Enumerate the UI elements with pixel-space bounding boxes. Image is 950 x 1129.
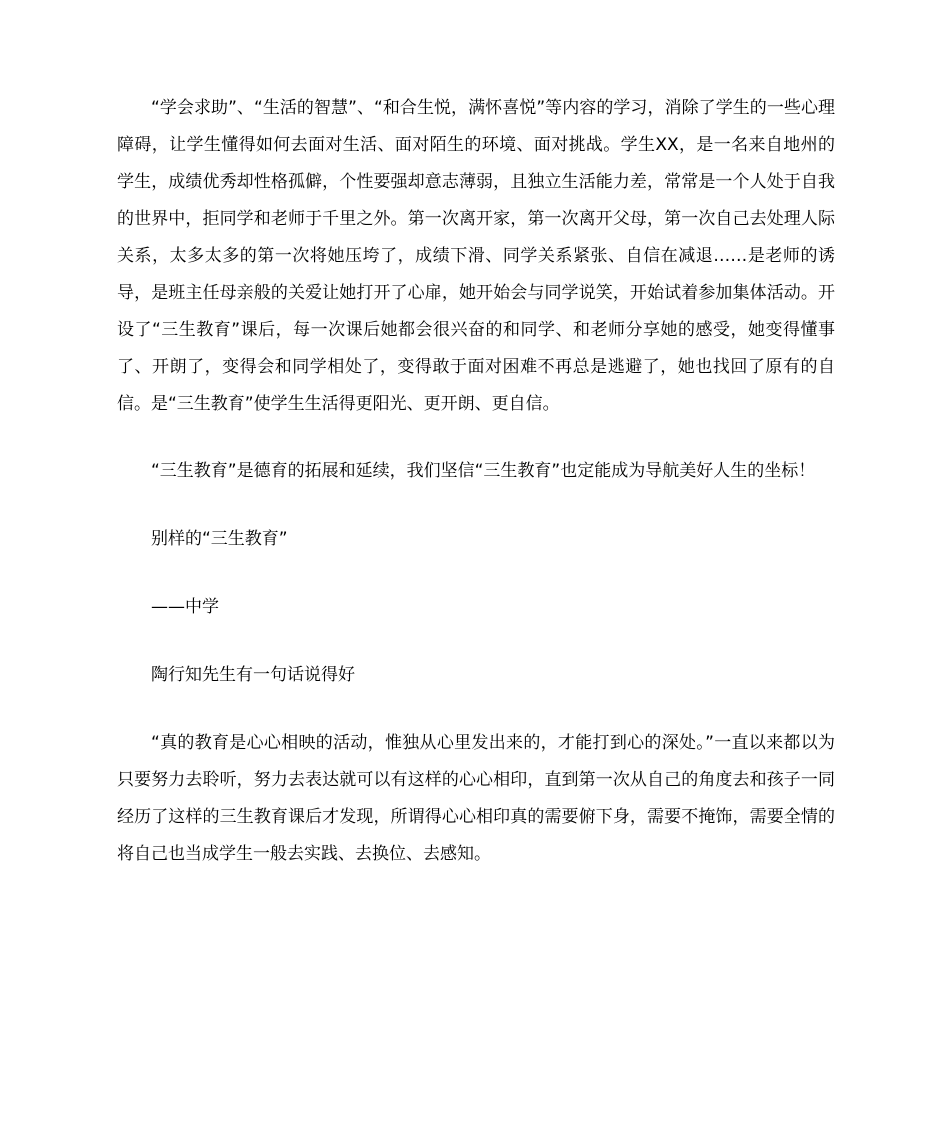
article-title: 别样的“三生教育” bbox=[151, 529, 288, 549]
paragraph-heart-to-heart: “真的教育是心心相映的活动，惟独从心里发出来的，才能打到心的深处。”一直以来都以为只要努力去聆听，努力去表达就可以有这样的心心相印，直到第一次从自己的角度去和孩子一同经历了这样的三生教育课后才发现，所谓得心心相印真的需要俯下身，需要不掩饰，需要全情的将自己也当成学生一般去实践、去换位、去感知。 bbox=[117, 733, 835, 864]
document-page bbox=[117, 90, 835, 873]
paragraph-three-life-education-effect: “学会求助”、“生活的智慧”、“和合生悦，满怀喜悦”等内容的学习，消除了学生的一些心理障碍，让学生懂得如何去面对生活、面对陌生的环境、面对挑战。学生XX，是一名来自地州的学生，成绩优秀却性格孤僻，个性要强却意志薄弱，且独立生活能力差，常常是一个人处于自我的世界中，拒同学和老师于千里之外。第一次离开家，第一次离开父母，第一次自己去处理人际关系，太多太多的第一次将她压垮了，成绩下滑、同学关系紧张、自信在减退……是老师的诱导，是班主任母亲般的关爱让她打开了心扉，她开始会与同学说笑，开始试着参加集体活动。开设了“三生教育”课后，每一次课后她都会很兴奋的和同学、和老师分享她的感受，她变得懂事了、开朗了，变得会和同学相处了，变得敢于面对困难不再总是逃避了，她也找回了原有的自信。是“三生教育”使学生生活得更阳光、更开朗、更自信。 bbox=[117, 98, 835, 414]
article-author: ——中学 bbox=[151, 597, 219, 617]
intro-line: 陶行知先生有一句话说得好 bbox=[151, 665, 355, 685]
paragraph-three-life-education-belief: “三生教育”是德育的拓展和延续，我们坚信“三生教育”也定能成为导航美好人生的坐标！ bbox=[151, 461, 816, 481]
